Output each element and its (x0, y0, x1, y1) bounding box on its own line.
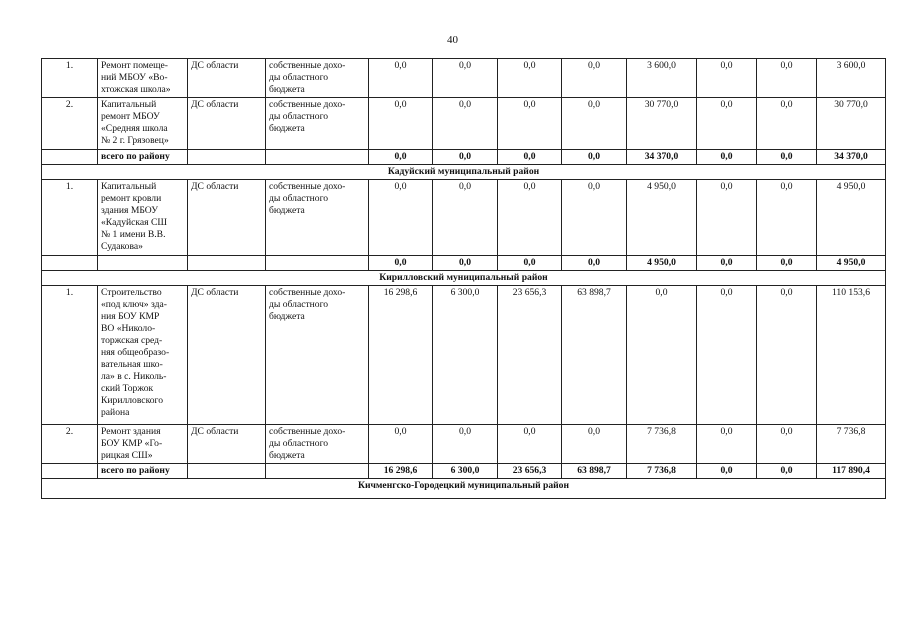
value-cell: 16 298,6 (369, 286, 433, 425)
value-cell: 23 656,3 (498, 464, 562, 479)
value-cell: 0,0 (757, 98, 817, 150)
value-cell: 0,0 (697, 180, 757, 256)
income-type: собственные дохо- ды областного бюджета (266, 98, 369, 150)
total-row (42, 150, 886, 165)
row-number: 2. (42, 425, 98, 464)
district-header-row (42, 479, 886, 499)
income-type: собственные дохо- ды областного бюджета (266, 180, 369, 256)
table-row (42, 180, 886, 256)
total-row (42, 464, 886, 479)
value-cell: 7 736,8 (627, 425, 697, 464)
funding-source: ДС области (188, 425, 266, 464)
table-row (42, 59, 886, 98)
value-cell: 0,0 (369, 425, 433, 464)
value-cell: 0,0 (498, 180, 562, 256)
value-cell: 0,0 (562, 150, 627, 165)
value-cell: 0,0 (369, 59, 433, 98)
value-cell: 0,0 (697, 286, 757, 425)
value-cell: 0,0 (697, 98, 757, 150)
project-name: Капитальный ремонт МБОУ «Средняя школа № 2 г. Грязовец» (98, 98, 188, 150)
table-row (42, 286, 886, 425)
value-cell: 0,0 (562, 59, 627, 98)
value-cell: 0,0 (369, 256, 433, 271)
row-number: 1. (42, 59, 98, 98)
district-header-row (42, 165, 886, 180)
value-cell: 0,0 (757, 180, 817, 256)
value-cell: 0,0 (433, 425, 498, 464)
row-number (42, 256, 98, 271)
value-cell: 0,0 (498, 59, 562, 98)
value-cell: 0,0 (697, 464, 757, 479)
value-cell: 117 890,4 (817, 464, 886, 479)
value-cell: 0,0 (562, 425, 627, 464)
project-name: Капитальный ремонт кровли здания МБОУ «Кадуйская СШ № 1 имени В.В. Судакова» (98, 180, 188, 256)
table-row (42, 98, 886, 150)
value-cell: 0,0 (757, 150, 817, 165)
value-cell: 3 600,0 (817, 59, 886, 98)
project-name: Ремонт здания БОУ КМР «Го- рицкая СШ» (98, 425, 188, 464)
total-label (98, 256, 188, 271)
value-cell: 3 600,0 (627, 59, 697, 98)
budget-table (41, 58, 886, 499)
value-cell: 110 153,6 (817, 286, 886, 425)
funding-source: ДС области (188, 59, 266, 98)
value-cell: 0,0 (498, 256, 562, 271)
value-cell: 63 898,7 (562, 286, 627, 425)
funding-source (188, 464, 266, 479)
value-cell: 0,0 (697, 59, 757, 98)
income-type (266, 464, 369, 479)
district-header-row (42, 271, 886, 286)
value-cell: 0,0 (757, 464, 817, 479)
value-cell: 4 950,0 (627, 256, 697, 271)
value-cell: 0,0 (757, 256, 817, 271)
value-cell: 16 298,6 (369, 464, 433, 479)
district-name: Кичменгско-Городецкий муниципальный район (42, 479, 886, 499)
income-type (266, 256, 369, 271)
value-cell: 34 370,0 (627, 150, 697, 165)
page-number: 40 (447, 34, 458, 46)
value-cell: 63 898,7 (562, 464, 627, 479)
value-cell: 0,0 (433, 59, 498, 98)
row-number: 2. (42, 98, 98, 150)
budget-table-body (42, 59, 886, 499)
project-name: Ремонт помеще- ний МБОУ «Во- хтожская школа» (98, 59, 188, 98)
value-cell: 4 950,0 (627, 180, 697, 256)
row-number (42, 150, 98, 165)
row-number: 1. (42, 286, 98, 425)
income-type: собственные дохо- ды областного бюджета (266, 286, 369, 425)
project-name: Строительство «под ключ» зда- ния БОУ КМР ВО «Николо- торжская сред- няя общеобразо- вательная шко- ла» в с. Николь- ский Торжок Кирилловского района (98, 286, 188, 425)
value-cell: 6 300,0 (433, 464, 498, 479)
income-type: собственные дохо- ды областного бюджета (266, 59, 369, 98)
funding-source: ДС области (188, 286, 266, 425)
value-cell: 0,0 (369, 180, 433, 256)
row-number: 1. (42, 180, 98, 256)
value-cell: 0,0 (433, 180, 498, 256)
income-type: собственные дохо- ды областного бюджета (266, 425, 369, 464)
total-label: всего по району (98, 150, 188, 165)
value-cell: 30 770,0 (627, 98, 697, 150)
value-cell: 0,0 (433, 150, 498, 165)
value-cell: 30 770,0 (817, 98, 886, 150)
value-cell: 4 950,0 (817, 256, 886, 271)
value-cell: 34 370,0 (817, 150, 886, 165)
income-type (266, 150, 369, 165)
value-cell: 0,0 (433, 256, 498, 271)
value-cell: 7 736,8 (817, 425, 886, 464)
funding-source (188, 256, 266, 271)
value-cell: 0,0 (757, 425, 817, 464)
value-cell: 0,0 (757, 286, 817, 425)
funding-source: ДС области (188, 180, 266, 256)
table-row (42, 425, 886, 464)
value-cell: 0,0 (369, 98, 433, 150)
value-cell: 0,0 (498, 150, 562, 165)
total-row (42, 256, 886, 271)
value-cell: 6 300,0 (433, 286, 498, 425)
value-cell: 0,0 (498, 425, 562, 464)
value-cell: 4 950,0 (817, 180, 886, 256)
funding-source: ДС области (188, 98, 266, 150)
value-cell: 0,0 (498, 98, 562, 150)
district-name: Кадуйский муниципальный район (42, 165, 886, 180)
value-cell: 0,0 (627, 286, 697, 425)
value-cell: 0,0 (562, 98, 627, 150)
value-cell: 0,0 (562, 180, 627, 256)
value-cell: 0,0 (757, 59, 817, 98)
value-cell: 7 736,8 (627, 464, 697, 479)
value-cell: 0,0 (562, 256, 627, 271)
value-cell: 23 656,3 (498, 286, 562, 425)
value-cell: 0,0 (697, 425, 757, 464)
value-cell: 0,0 (369, 150, 433, 165)
value-cell: 0,0 (697, 150, 757, 165)
district-name: Кирилловский муниципальный район (42, 271, 886, 286)
total-label: всего по району (98, 464, 188, 479)
row-number (42, 464, 98, 479)
value-cell: 0,0 (697, 256, 757, 271)
funding-source (188, 150, 266, 165)
value-cell: 0,0 (433, 98, 498, 150)
